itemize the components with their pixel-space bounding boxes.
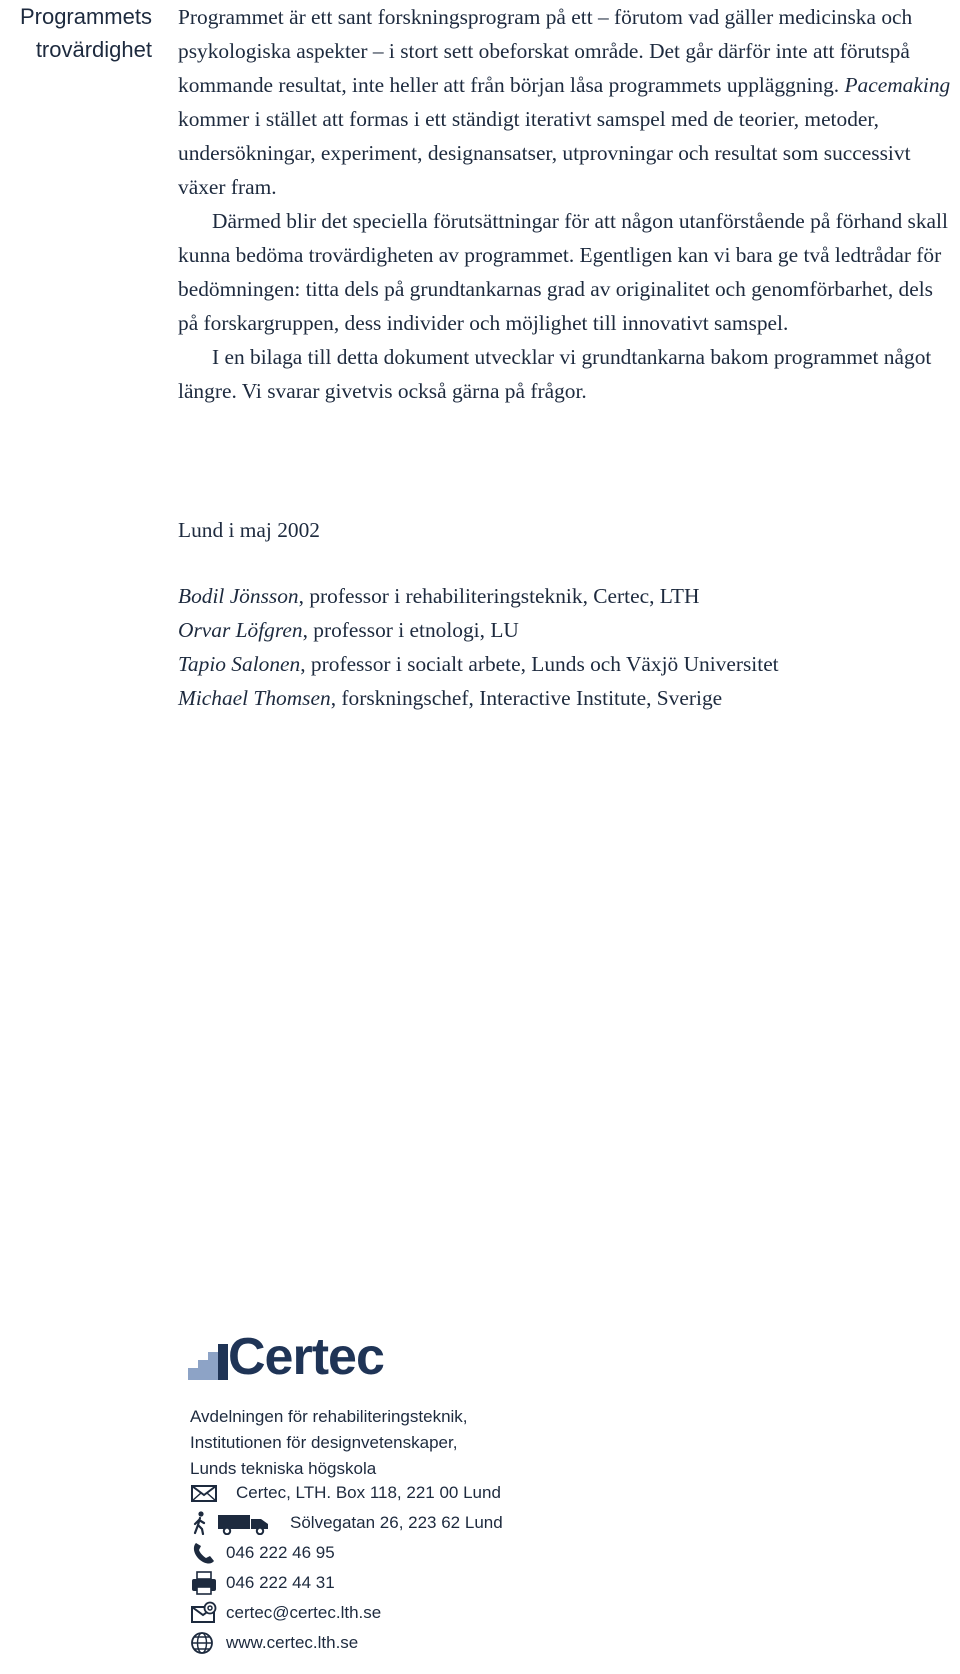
department-info [190, 1404, 590, 1482]
signatory-role: , professor i etnologi, LU [302, 618, 519, 642]
section-heading-line1: Programmets [19, 4, 152, 29]
email-address[interactable]: certec@certec.lth.se [226, 1603, 382, 1622]
globe-icon [190, 1631, 218, 1655]
visit-address: Sölvegatan 26, 223 62 Lund [290, 1513, 503, 1532]
dept-line: Lunds tekniska högskola [190, 1459, 377, 1478]
phone-icon [190, 1541, 218, 1565]
phone-number: 046 222 46 95 [226, 1543, 335, 1562]
dept-line: Avdelningen för rehabiliteringsteknik, [190, 1407, 468, 1426]
signatory-name: Tapio Salonen [178, 652, 301, 676]
paragraph-2: Därmed blir det speciella förutsättningar för att någon utanförstående på förhand skall kunna bedöma trovärdigheten av programmet. Egentligen kan vi bara ge två ledtrådar för bedömningen: titta dels på grundtankarnas grad av originalitet och genomförbarhet, dels på forskargruppen, dess individer och möjlighet till innovativt samspel. [178, 209, 948, 335]
contact-phone-row [190, 1538, 690, 1568]
contact-email-row [190, 1598, 690, 1628]
signatory-role: , professor i rehabiliteringsteknik, Certec, LTH [298, 584, 700, 608]
contact-fax-row [190, 1568, 690, 1598]
signature-block [178, 513, 948, 715]
logo-wordmark: Certec [228, 1328, 384, 1386]
signatory-name: Michael Thomsen [178, 686, 331, 710]
website-url[interactable]: www.certec.lth.se [226, 1633, 359, 1652]
email-icon [190, 1601, 218, 1625]
contact-visit-row [190, 1508, 690, 1538]
contact-info [190, 1478, 690, 1658]
contact-web-row [190, 1628, 690, 1658]
pedestrian-icon [190, 1511, 210, 1535]
signatory-name: Bodil Jönsson [178, 584, 299, 608]
section-heading-line2: trovärdighet [35, 37, 152, 62]
dept-line: Institutionen för designvetenskaper, [190, 1433, 458, 1452]
signatory [178, 647, 948, 681]
signatory [178, 681, 948, 715]
section-heading [0, 0, 152, 66]
paragraph-3: I en bilaga till detta dokument utvecklar vi grundtankarna bakom programmet något längre. Vi svarar givetvis också gärna på frågor. [178, 345, 932, 403]
fax-number: 046 222 44 31 [226, 1573, 335, 1592]
mail-address: Certec, LTH. Box 118, 221 00 Lund [236, 1483, 501, 1502]
place-date: Lund i maj 2002 [178, 518, 320, 542]
paragraph-1-start: Programmet är ett sant forskningsprogram på ett – förutom vad gäller medicinska och psykologiska aspekter – i stort sett obeforskat område. Det går därför inte att förutspå kommande resultat, inte heller att från början låsa programmets uppläggning. [178, 5, 913, 97]
certec-logo [188, 1328, 488, 1386]
signatory-name: Orvar Löfgren [178, 618, 303, 642]
contact-mail-row [190, 1478, 690, 1508]
truck-icon [218, 1511, 270, 1535]
signatory-role: , professor i socialt arbete, Lunds och Växjö Universitet [300, 652, 779, 676]
fax-icon [190, 1571, 218, 1595]
signatory [178, 613, 948, 647]
logo-steps-icon [188, 1344, 228, 1380]
signatory [178, 579, 948, 613]
paragraph-1 [178, 0, 956, 204]
envelope-icon [190, 1481, 218, 1505]
signatory-role: , forskningschef, Interactive Institute, Sverige [330, 686, 723, 710]
paragraph-1-end: kommer i stället att formas i ett ständigt iterativt samspel med de teorier, metoder, undersökningar, experiment, designansatser, utprovningar och resultat som successivt växer fram. [178, 107, 911, 199]
body-text [178, 0, 956, 408]
pacemaking-term: Pacemaking [844, 73, 951, 97]
